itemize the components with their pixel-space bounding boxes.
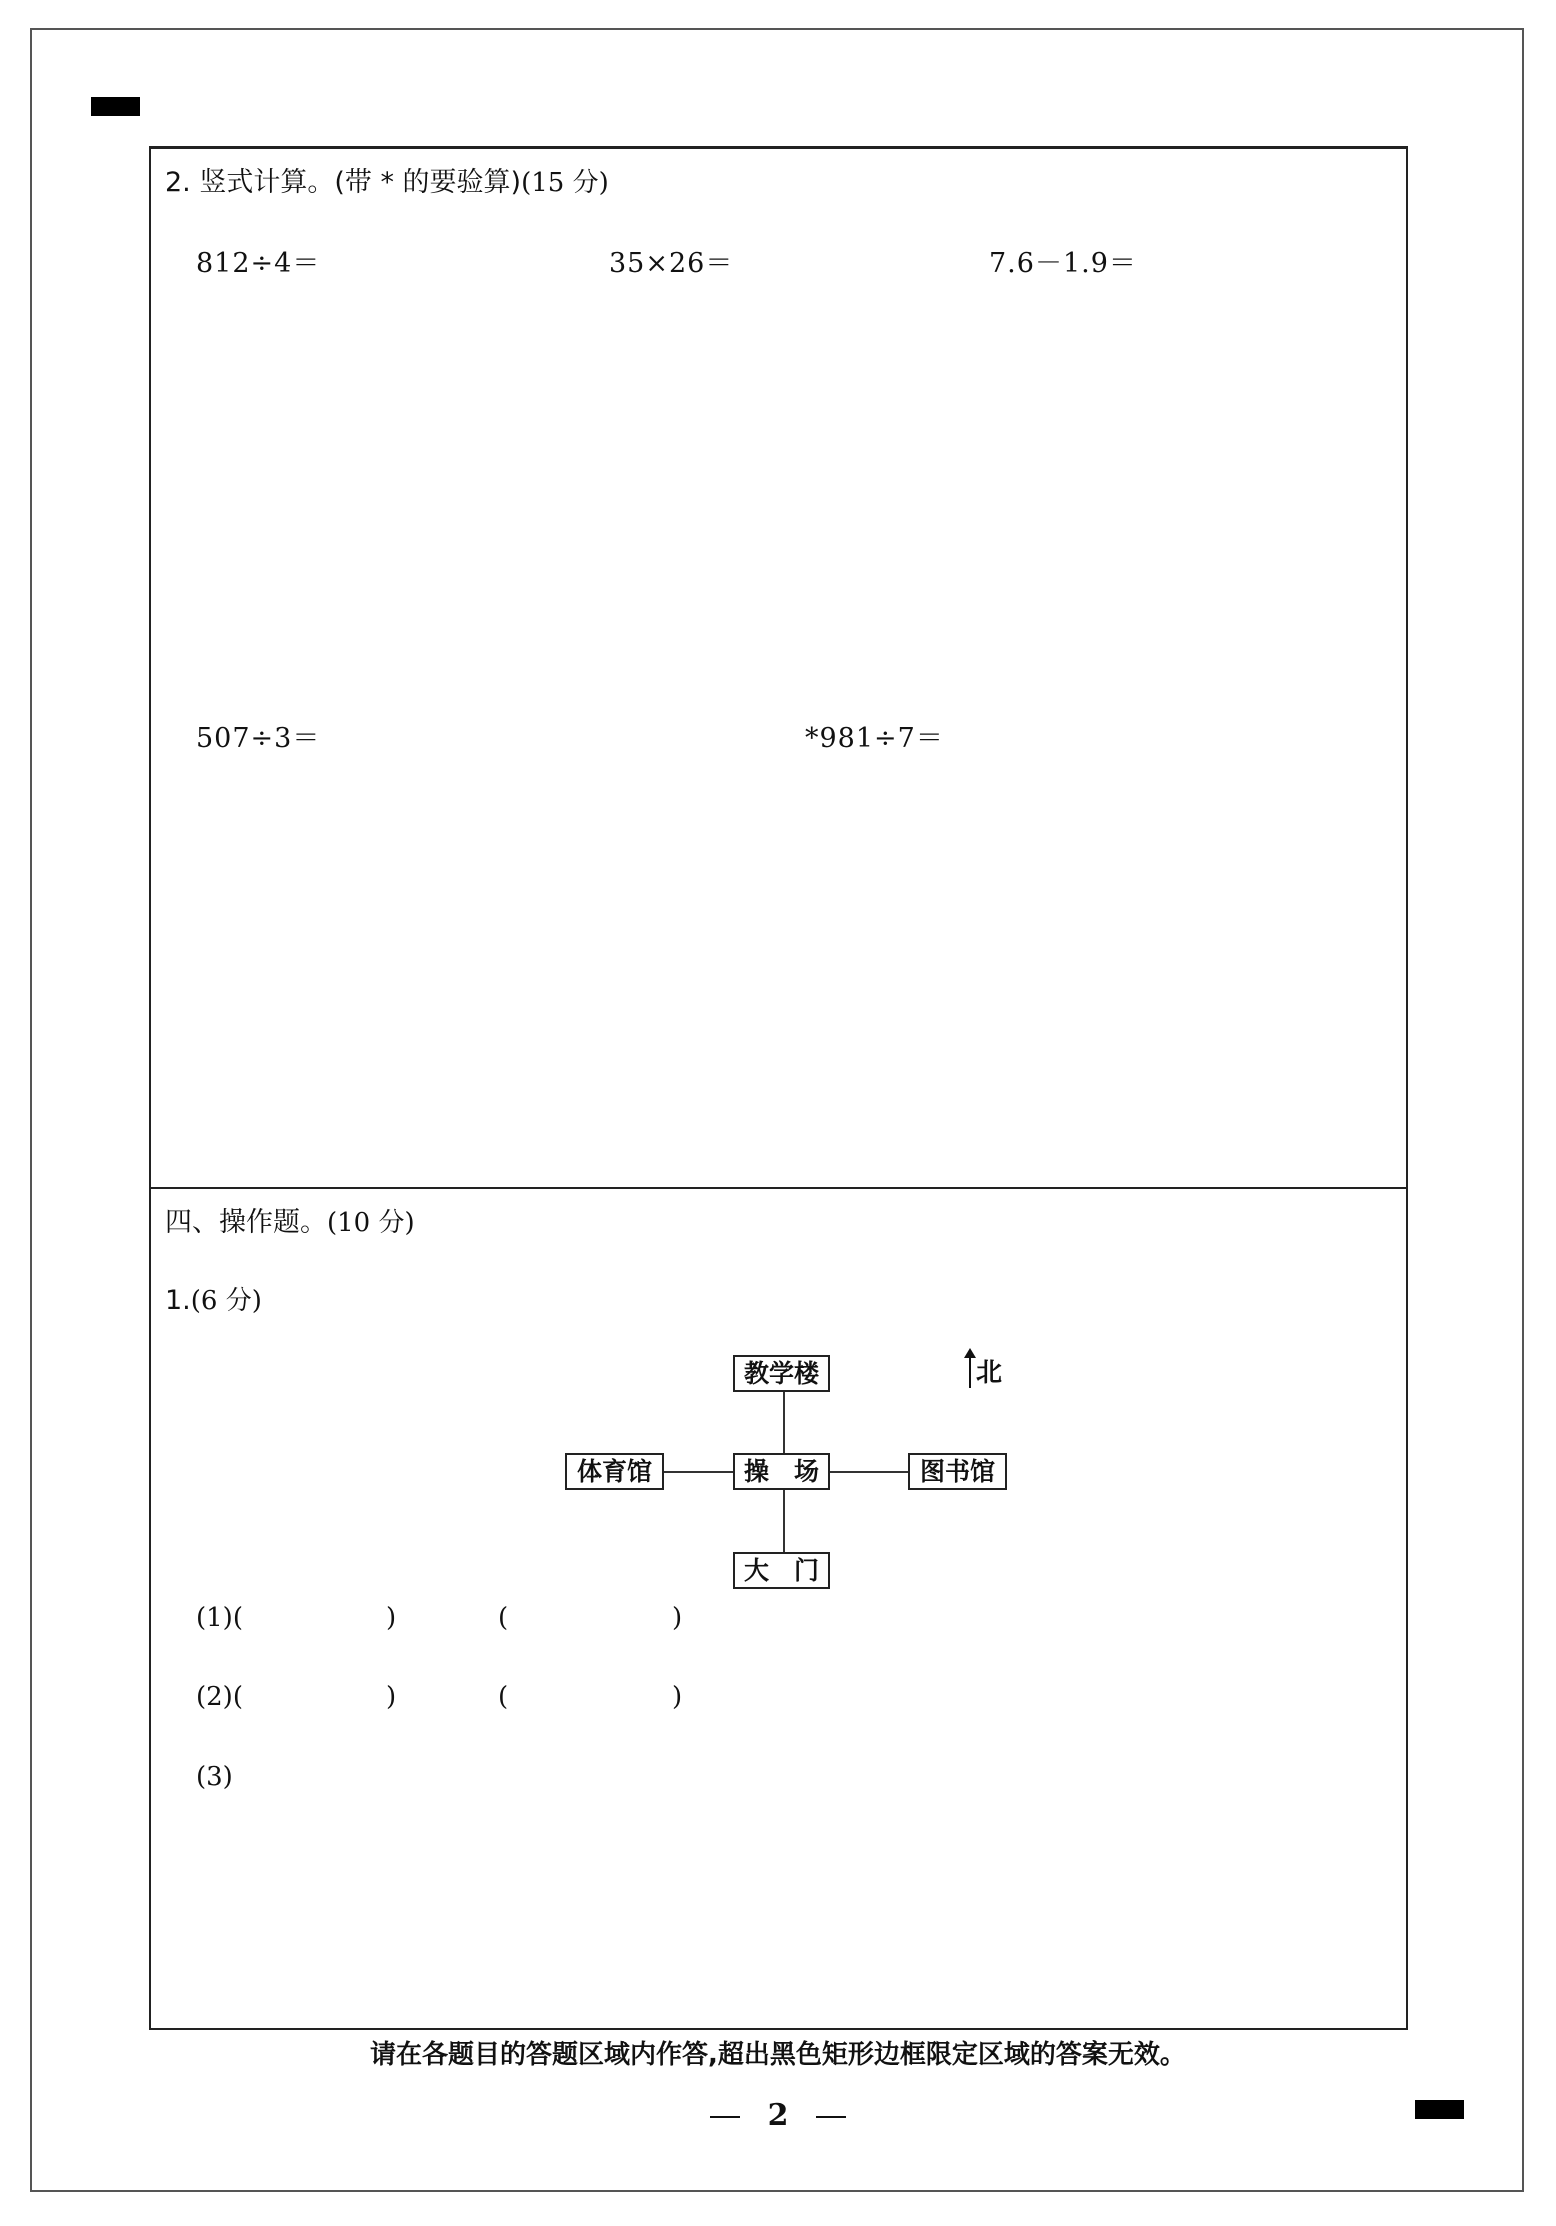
map-line-east [829,1471,909,1473]
vertical-calc-heading [165,160,609,199]
answer-2-open-2: ( [498,1682,509,1712]
problem-1: 812÷4＝ [196,248,321,279]
map-box-teaching-building: 教学楼 [733,1355,830,1392]
answer-1-open-2: ( [498,1603,509,1633]
problem-4: 507÷3＝ [196,723,321,754]
answer-2-close-2: ) [672,1682,683,1712]
map-box-main-gate: 大 门 [733,1552,830,1589]
operation-heading [165,1200,415,1239]
map-line-south [783,1490,785,1553]
map-line-west [663,1471,733,1473]
answer-1-close-2: ) [672,1603,683,1633]
vertical-calc-title: 2. 竖式计算。(带 * 的要验算) [165,167,522,198]
map-box-library: 图书馆 [908,1453,1007,1490]
problem-5: *981÷7＝ [805,723,944,754]
operation-title: 四、操作题。 [165,1207,327,1238]
answer-2-close: ) [386,1682,397,1712]
map-line-north [783,1392,785,1454]
answer-2-label: (2)( [196,1682,243,1712]
question-1-label: 1. [165,1285,191,1316]
dash-left [710,2116,740,2118]
footer-note: 请在各题目的答题区域内作答,超出黑色矩形边框限定区域的答案无效。 [370,2040,1186,2070]
map-box-playground: 操 场 [733,1453,830,1490]
dash-right [816,2116,846,2118]
page-number: 2 [767,2098,789,2133]
north-arrow-icon [969,1356,971,1388]
alignment-marker-top-left [91,97,140,116]
vertical-calc-answer-area[interactable] [149,146,1408,1189]
vertical-calc-score: (15 分) [521,168,609,198]
problem-2: 35×26＝ [609,248,734,279]
map-box-gymnasium: 体育馆 [565,1453,664,1490]
north-label: 北 [976,1358,1003,1388]
question-1-score: (6 分) [190,1286,262,1316]
page-number-row [0,2098,1556,2133]
operation-score: (10 分) [327,1208,415,1238]
operation-answer-area[interactable] [149,1187,1408,2030]
answer-1-label: (1)( [196,1603,243,1633]
problem-3: 7.6－1.9＝ [989,248,1137,279]
answer-1-close: ) [386,1603,397,1633]
question-1-heading [165,1280,262,1317]
answer-3-label: (3) [196,1762,233,1792]
